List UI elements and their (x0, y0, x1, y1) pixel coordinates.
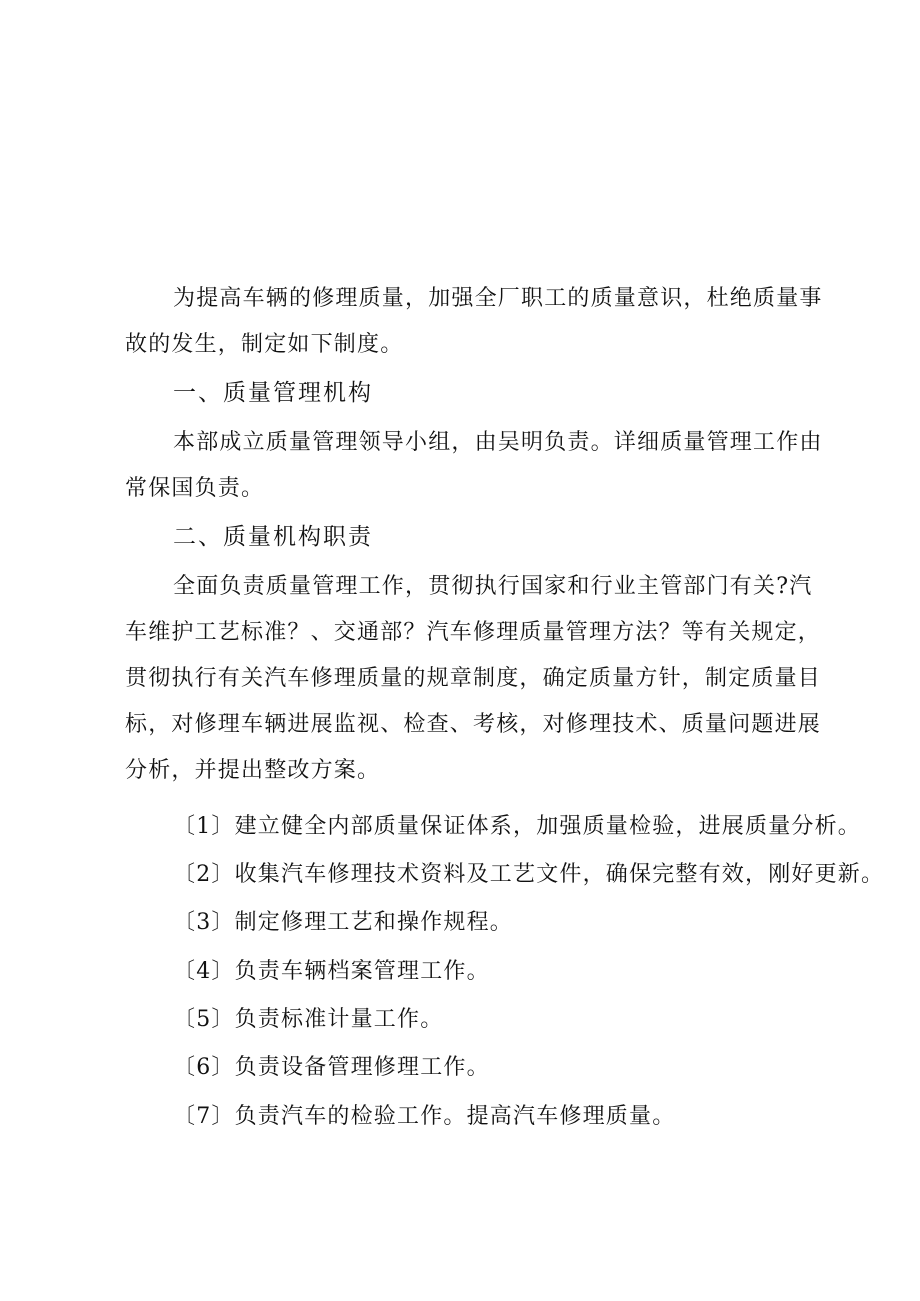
section-1-body: 本部成立质量管理领导小组，由吴明负责。详细质量管理工作由常保国负责。 (125, 430, 823, 501)
intro-paragraph: 为提高车辆的修理质量，加强全厂职工的质量意识，杜绝质量事故的发生，制定如下制度。 (125, 286, 823, 357)
section-2-body: 全面负责质量管理工作，贯彻执行国家和行业主管部门有关?汽车维护工艺标准？、交通部？汽车修理质量管理方法？等有关规定，贯彻执行有关汽车修理质量的规章制度，确定质量方针，制定质量目标，对修理车辆进展监视、检查、考核，对修理技术、质量问题进展分析，并提出整改方案。 (125, 574, 822, 783)
list-item-7: 〔7〕负责汽车的检验工作。提高汽车修理质量。 (173, 1104, 676, 1129)
list-item-4: 〔4〕负责车辆档案管理工作。 (173, 959, 490, 984)
section-2-heading: 二、质量机构职责 (173, 524, 373, 550)
list-item-2: 〔2〕收集汽车修理技术资料及工艺文件，确保完整有效，刚好更新。 (173, 862, 885, 887)
list-item-5: 〔5〕负责标准计量工作。 (173, 1007, 444, 1032)
list-item-3: 〔3〕制定修理工艺和操作规程。 (173, 910, 513, 935)
section-1-heading: 一、质量管理机构 (173, 380, 373, 406)
list-item-6: 〔6〕负责设备管理修理工作。 (173, 1055, 490, 1080)
list-item-1: 〔1〕建立健全内部质量保证体系，加强质量检验，进展质量分析。 (173, 814, 861, 839)
